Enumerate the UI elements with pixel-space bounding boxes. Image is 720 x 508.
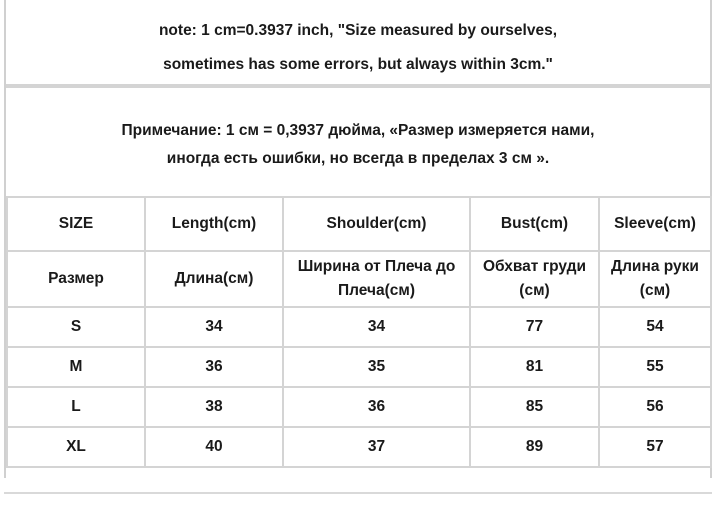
table-row xyxy=(7,347,711,387)
table-row xyxy=(7,427,711,467)
note-russian xyxy=(6,86,710,194)
note-russian-line-1: Примечание: 1 см = 0,3937 дюйма, «Размер измеряется нами, xyxy=(121,121,595,139)
bottom-divider xyxy=(4,492,712,494)
header-length: Length(cm) xyxy=(145,197,283,251)
cell-shoulder: 34 xyxy=(283,307,470,347)
note-english-line-2: sometimes has some errors, but always within 3cm." xyxy=(163,56,553,73)
cell-shoulder: 35 xyxy=(283,347,470,387)
header-bust: Bust(cm) xyxy=(470,197,599,251)
header-bust-ru xyxy=(470,251,599,307)
header-sleeve: Sleeve(cm) xyxy=(599,197,711,251)
header-shoulder-ru-line-2: Плеча(см) xyxy=(337,282,416,299)
cell-bust: 89 xyxy=(470,427,599,467)
cell-length: 34 xyxy=(145,307,283,347)
header-size-ru-text: Размер xyxy=(48,270,104,287)
cell-shoulder: 37 xyxy=(283,427,470,467)
cell-sleeve: 56 xyxy=(599,387,711,427)
size-table xyxy=(6,196,712,468)
cell-bust: 77 xyxy=(470,307,599,347)
cell-sleeve: 57 xyxy=(599,427,711,467)
table-header-row-russian xyxy=(7,251,711,307)
note-english-line-1: note: 1 cm=0.3937 inch, "Size measured by ourselves, xyxy=(158,22,558,39)
header-length-ru xyxy=(145,251,283,307)
cell-length: 40 xyxy=(145,427,283,467)
cell-size: L xyxy=(7,387,145,427)
cell-sleeve: 55 xyxy=(599,347,711,387)
header-bust-ru-line-2: (см) xyxy=(519,282,550,299)
header-sleeve-ru xyxy=(599,251,711,307)
cell-size: XL xyxy=(7,427,145,467)
note-russian-line-2: иногда есть ошибки, но всегда в пределах 3 см ». xyxy=(166,149,550,167)
cell-bust: 81 xyxy=(470,347,599,387)
header-size: SIZE xyxy=(7,197,145,251)
cell-sleeve: 54 xyxy=(599,307,711,347)
header-sleeve-ru-line-2: (см) xyxy=(639,282,671,299)
table-row xyxy=(7,307,711,347)
table-row xyxy=(7,387,711,427)
header-sleeve-ru-line-1: Длина руки xyxy=(611,258,699,275)
note-english xyxy=(6,0,710,84)
header-length-ru-text: Длина(см) xyxy=(174,270,254,287)
cell-length: 38 xyxy=(145,387,283,427)
cell-shoulder: 36 xyxy=(283,387,470,427)
header-shoulder-ru-line-1: Ширина от Плеча до xyxy=(297,258,456,275)
cell-size: M xyxy=(7,347,145,387)
cell-size: S xyxy=(7,307,145,347)
header-shoulder-ru xyxy=(283,251,470,307)
header-bust-ru-line-1: Обхват груди xyxy=(482,258,587,275)
table-header-row xyxy=(7,197,711,251)
size-chart-sheet xyxy=(4,0,712,478)
header-shoulder: Shoulder(cm) xyxy=(283,197,470,251)
cell-bust: 85 xyxy=(470,387,599,427)
cell-length: 36 xyxy=(145,347,283,387)
header-size-ru xyxy=(7,251,145,307)
